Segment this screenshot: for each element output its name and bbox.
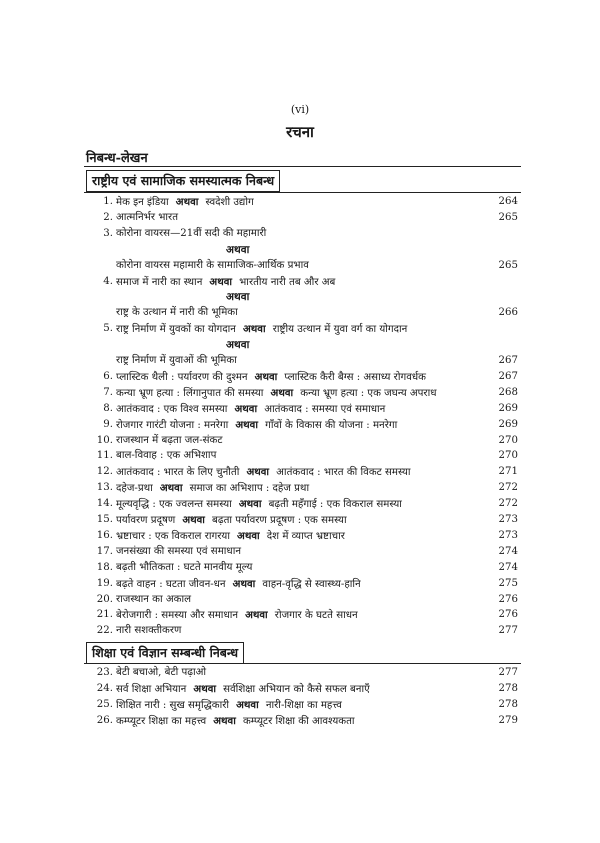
connector-athva: अथवा [152,482,190,495]
entry-title-main: राष्ट्र के उत्थान में नारी की भूमिका [116,307,238,319]
connector-athva: अथवा [229,529,267,542]
entry-title-main: जनसंख्या की समस्या एवं समाधान [116,545,241,557]
entry-title-alt: बढ़ती महँगाई : एक विकराल समस्या [268,499,402,511]
page-ref: 271 [498,466,518,478]
toc-entry[interactable] [86,665,518,681]
toc-entry[interactable] [86,194,518,210]
toc-entry[interactable] [86,385,518,401]
toc-entry[interactable] [86,623,518,639]
entry-title-main: बाल-विवाह : एक अभिशाप [116,450,217,462]
entry-title-main: भ्रष्टाचार : एक विकराल रागरया [116,530,230,542]
entry-title [116,713,355,730]
page-ref: 273 [498,529,518,541]
page-ref: 278 [498,682,518,694]
entry-title-main: रोजगार गारंटी योजना : मनरेगा [116,419,229,431]
entry-title-main: राष्ट्र निर्माण में युवकों का योगदान [116,324,236,336]
toc-entry[interactable] [86,713,518,729]
entry-title-alt: कम्प्यूटर शिक्षा की आवश्यकता [242,715,355,727]
page-ref: 268 [498,386,518,398]
entry-title [116,401,385,418]
entry-title [116,544,241,560]
entry-title-main: प्लास्टिक थैली : पर्यावरण की दुश्मन [116,371,248,383]
toc-entry[interactable] [86,258,518,274]
toc-entry[interactable] [86,305,518,321]
entry-title [116,496,402,513]
page-ref: 274 [498,545,518,557]
page-ref: 272 [498,498,518,510]
entry-title [116,623,181,639]
page-ref: 273 [498,514,518,525]
entry-title [116,681,370,698]
entry-title-main: बेटी बचाओ, बेटी पढ़ाओ [116,667,207,678]
entry-title [116,305,238,321]
connector-athva: अथवा [206,714,243,727]
connector-athva: अथवा [235,323,273,336]
entry-title-main: मूल्यवृद्धि : एक ज्वलन्त समस्या [116,499,232,511]
entry-title-alt: सर्वशिक्षा अभियान को कैसे सफल बनाएँ [223,683,370,695]
toc-entry[interactable] [86,697,518,713]
entry-title-alt: देश में व्याप्त भ्रष्टाचार [266,530,345,542]
entry-title [116,480,309,497]
entry-title-main: बढ़ते वाहन : घटता जीवन-धन [116,578,226,590]
entry-number: 15. [96,514,113,525]
toc-entry[interactable] [86,464,518,480]
entry-number: 24. [96,682,113,694]
entry-title [116,210,178,226]
entry-number: 9. [103,418,113,430]
toc-entry[interactable] [86,576,518,592]
connector-athva: अथवा [168,196,206,208]
entry-title [116,274,335,291]
divider [84,166,521,167]
entry-title-alt: स्वदेशी उद्योग [205,197,254,208]
connector-athva: अथवा [228,418,266,431]
divider [84,663,521,664]
page-ref: 272 [498,482,518,494]
connector-athva: अथवा [239,466,277,479]
toc-entry[interactable] [86,480,518,496]
entry-title-main: कोरोना वायरस—21वीं सदी की महामारी [116,227,267,239]
entry-title-alt: बढ़ता पर्यावरण प्रदूषण : एक समस्या [212,515,347,526]
entry-title [116,226,266,242]
page-ref: 264 [498,196,518,207]
page-title: रचना [286,123,314,141]
connector-athva: अथवा [229,698,266,711]
entry-number: 3. [103,227,113,239]
entry-number: 16. [96,529,113,541]
entry-number: 7. [103,386,113,398]
toc-entry[interactable] [86,226,518,242]
entry-title-main: राजस्थान में बढ़ता जल-संकट [116,434,223,446]
page-ref: 270 [498,434,518,446]
toc-entry[interactable] [86,544,518,560]
entry-title [116,528,345,545]
entry-title-alt: कन्या भ्रूण हत्या : एक जघन्य अपराध [300,387,437,399]
page-ref: 279 [498,714,518,726]
entry-title-alt: समाज का अभिशाप : दहेज प्रथा [189,483,310,495]
connector-athva: अथवा [263,386,301,399]
entry-title [116,353,237,369]
entry-title-main: राजस्थान का अकाल [116,593,192,605]
entry-title [116,385,437,402]
entry-title [116,321,407,338]
page-ref: 267 [498,370,518,382]
entry-number: 26. [96,714,113,726]
entry-title-alt: आतंकवाद : भारत की विकट समस्या [276,467,411,479]
toc-entry[interactable] [86,681,518,697]
entry-title-alt: रोजगार के घटते साधन [274,610,358,622]
entry-title-alt: राष्ट्रीय उत्थान में युवा वर्ग का योगदान [272,324,408,336]
entry-number: 23. [96,667,113,678]
entry-title [116,576,361,593]
connector-athva: अथवा [186,682,224,695]
page-ref: 276 [498,609,518,621]
entry-title [116,464,411,481]
entry-title-alt: प्लास्टिक कैरी बैग्स : असाध्य रोगवर्धक [284,371,426,383]
page-ref: 266 [498,307,518,319]
entry-number: 22. [96,625,113,637]
page-ref: 269 [498,418,518,430]
connector-athva: अथवा [226,339,250,352]
section-heading: राष्ट्रीय एवं सामाजिक समस्यात्मक निबन्ध [86,170,280,192]
entry-title [116,592,191,608]
entry-title-alt: भारतीय नारी तब और अब [239,276,336,288]
entry-title [116,417,397,434]
entry-title [116,258,309,274]
entry-title-main: शिक्षित नारी : सुख समृद्धिकारी [116,699,230,711]
page-ref: 267 [498,355,518,366]
connector-athva: अथवा [247,370,285,383]
entry-number: 17. [96,545,113,557]
page-ref: 277 [498,625,518,637]
toc-entry[interactable] [86,512,518,528]
page-ref: 270 [498,450,518,462]
entry-title-main: बेरोजगारी : समस्या और समाधान [116,610,238,622]
entry-number: 8. [103,402,113,414]
connector-athva: अथवा [231,498,269,511]
entry-title-alt: गाँवों के विकास की योजना : मनरेगा [265,419,398,431]
toc-entry[interactable] [86,496,518,512]
entry-number: 25. [96,698,113,710]
entry-title [116,433,222,449]
toc-entry[interactable] [86,369,518,385]
toc-entry[interactable] [86,274,518,290]
entry-number: 18. [96,561,113,573]
toc-entry[interactable] [86,592,518,608]
page-ref: 265 [498,259,518,271]
toc-entry[interactable] [86,607,518,623]
entry-title-main: आत्मनिर्भर भारत [116,211,178,223]
toc-entry[interactable] [86,448,518,464]
section-subtitle: निबन्ध-लेखन [86,151,148,166]
page-ref: 277 [498,667,518,678]
entry-title-main: कोरोना वायरस महामारी के सामाजिक-आर्थिक प्रभाव [116,259,309,271]
page-ref: 269 [498,402,518,414]
entry-title-alt: वाहन-वृद्धि से स्वास्थ्य-हानि [262,578,361,590]
connector-athva: अथवा [227,402,265,415]
connector-athva: अथवा [238,609,275,622]
entry-number: 14. [96,498,113,510]
page-ref: 265 [498,211,518,223]
entry-title-alt: नारी-शिक्षा का महत्त्व [265,699,342,711]
entry-title [116,194,254,211]
entry-number: 13. [96,482,113,494]
toc-entry[interactable] [86,528,518,544]
entry-title-main: दहेज-प्रथा [116,483,153,495]
toc-entry[interactable] [86,560,518,576]
entry-title-main: कन्या भ्रूण हत्या : लिंगानुपात की समस्या [116,387,264,399]
entry-title-main: पर्यावरण प्रदूषण [116,515,176,526]
page-number: (vi) [290,103,310,116]
entry-number: 10. [96,434,113,446]
toc-entry[interactable] [86,321,518,337]
entry-title-main: आतंकवाद : भारत के लिए चुनौती [116,467,240,479]
toc-entry[interactable] [86,210,518,226]
entry-title-alt: आतंकवाद : समस्या एवं समाधान [264,403,386,415]
section-heading: शिक्षा एवं विज्ञान सम्बन्धी निबन्ध [86,642,244,664]
page-ref: 275 [498,577,518,589]
entry-title [116,448,216,464]
entry-title-main: समाज में नारी का स्थान [116,276,203,288]
entry-number: 20. [96,593,113,605]
connector-athva: अथवा [225,577,263,590]
entry-number: 6. [103,370,113,382]
toc-entry[interactable] [86,417,518,433]
connector-athva: अथवा [202,275,240,288]
page-ref: 274 [498,561,518,573]
connector-athva: अथवा [226,291,250,304]
entry-number: 2. [103,211,113,223]
page-ref: 276 [498,593,518,605]
connector-athva: अथवा [175,514,213,526]
entry-number: 5. [103,323,113,335]
entry-title-main: मेक इन इंडिया [116,197,169,208]
entry-title-main: नारी सशक्तीकरण [116,625,182,637]
toc-entry[interactable] [86,433,518,449]
connector-athva: अथवा [226,243,250,256]
page-ref: 278 [498,698,518,710]
entry-number: 11. [96,450,113,462]
entry-title [116,607,358,624]
toc-entry[interactable] [86,353,518,369]
entry-title [116,697,342,714]
entry-title-main: राष्ट्र निर्माण में युवाओं की भूमिका [116,355,237,366]
entry-title [116,665,206,681]
entry-title [116,512,347,529]
entry-title [116,369,426,386]
entry-number: 21. [96,609,113,621]
entry-title-main: कम्प्यूटर शिक्षा का महत्त्व [116,715,207,727]
entry-title-main: सर्व शिक्षा अभियान [116,683,187,695]
divider [84,192,521,193]
entry-title-main: बढ़ती भौतिकता : घटते मानवीय मूल्य [116,561,253,573]
toc-entry[interactable] [86,401,518,417]
entry-title-main: आतंकवाद : एक विश्व समस्या [116,403,228,415]
entry-number: 19. [96,577,113,589]
entry-number: 4. [103,275,113,287]
entry-number: 1. [103,196,113,207]
entry-number: 12. [96,466,113,478]
entry-title [116,560,252,576]
